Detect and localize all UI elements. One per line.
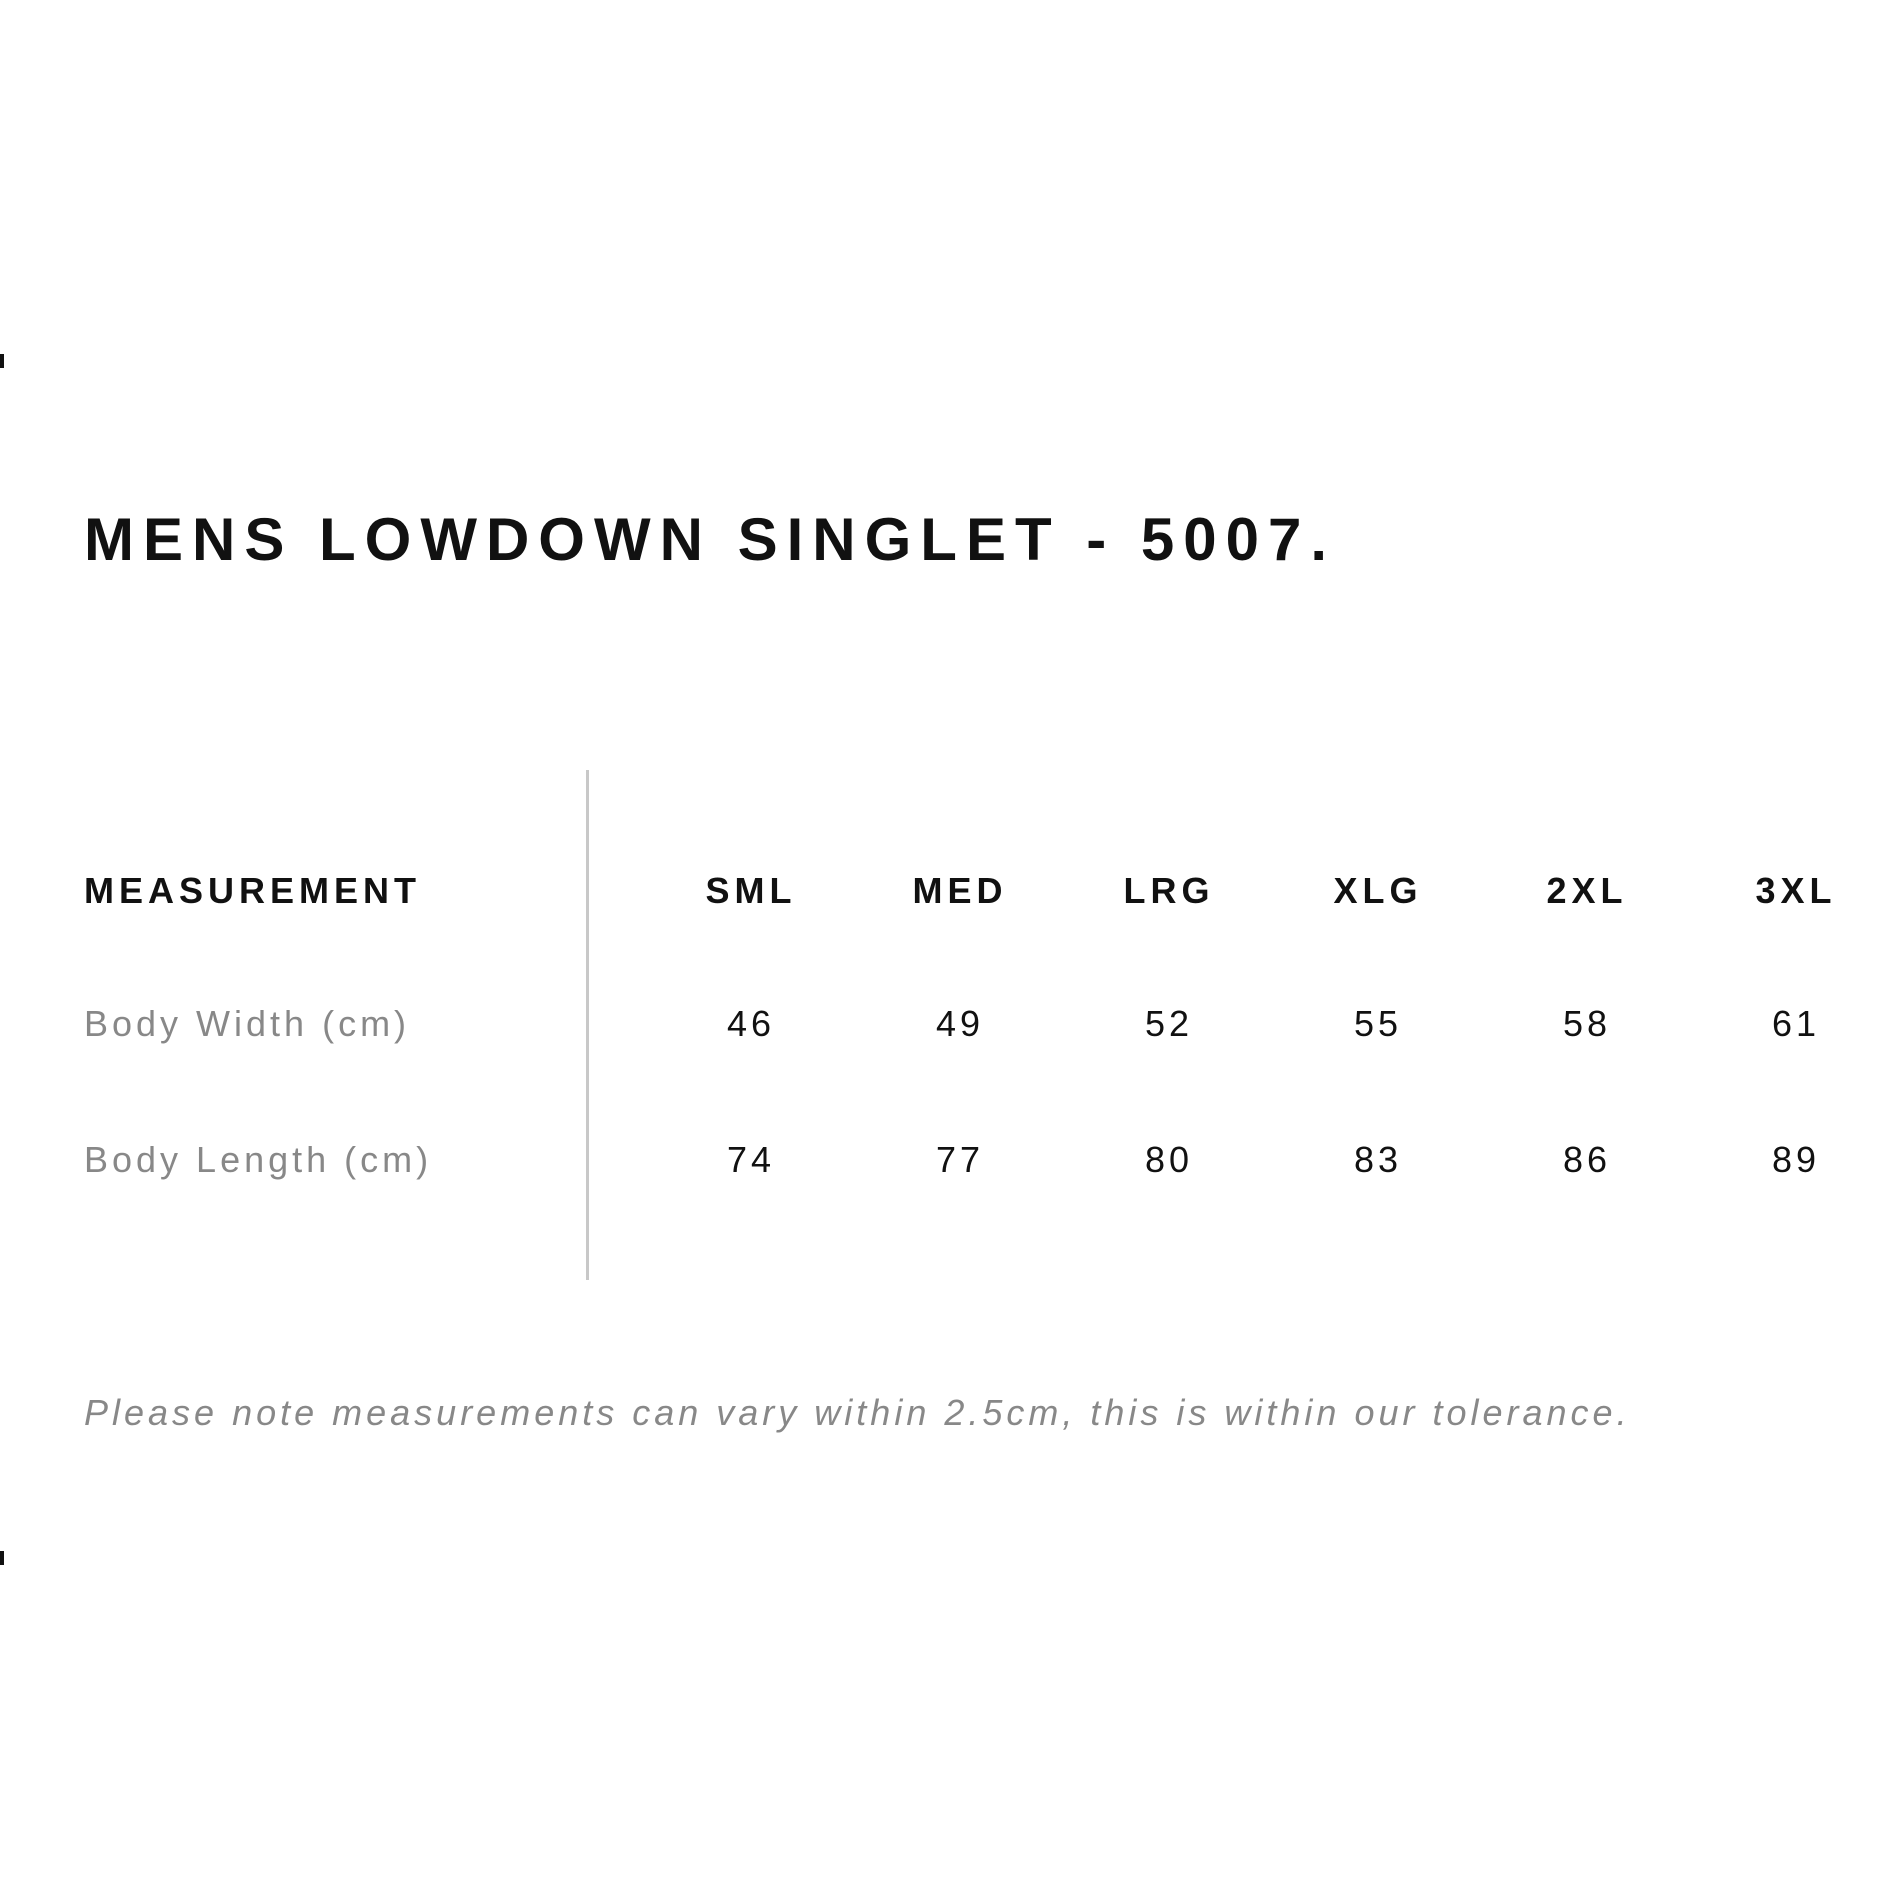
crop-mark-top <box>0 354 4 368</box>
tolerance-note: Please note measurements can vary within 2.5cm, this is within our tolerance. <box>84 1392 1631 1433</box>
table-cell: 52 <box>1144 1003 1194 1044</box>
table-cell: 83 <box>1353 1139 1403 1180</box>
page-title: MENS LOWDOWN SINGLET - 5007. <box>84 506 1337 573</box>
table-cell: 55 <box>1353 1003 1403 1044</box>
table-row <box>84 994 1864 1054</box>
measurement-header: MEASUREMENT <box>84 870 422 911</box>
table-cell: 61 <box>1771 1003 1821 1044</box>
size-header-xlg: XLG <box>1333 870 1423 911</box>
table-cell: 46 <box>726 1003 776 1044</box>
table-cell: 49 <box>935 1003 985 1044</box>
table-header-row <box>84 861 1864 921</box>
size-header-3xl: 3XL <box>1755 870 1837 911</box>
table-cell: 89 <box>1771 1139 1821 1180</box>
size-header-2xl: 2XL <box>1546 870 1628 911</box>
table-row <box>84 1130 1864 1190</box>
size-chart-table <box>84 770 1864 1280</box>
size-header-sml: SML <box>705 870 797 911</box>
size-header-lrg: LRG <box>1123 870 1215 911</box>
size-header-med: MED <box>912 870 1008 911</box>
crop-mark-bottom <box>0 1551 4 1565</box>
table-cell: 74 <box>726 1139 776 1180</box>
table-cell: 58 <box>1562 1003 1612 1044</box>
body-width-label: Body Width (cm) <box>84 1003 411 1044</box>
table-cell: 86 <box>1562 1139 1612 1180</box>
body-length-label: Body Length (cm) <box>84 1139 433 1180</box>
table-cell: 77 <box>935 1139 985 1180</box>
table-cell: 80 <box>1144 1139 1194 1180</box>
